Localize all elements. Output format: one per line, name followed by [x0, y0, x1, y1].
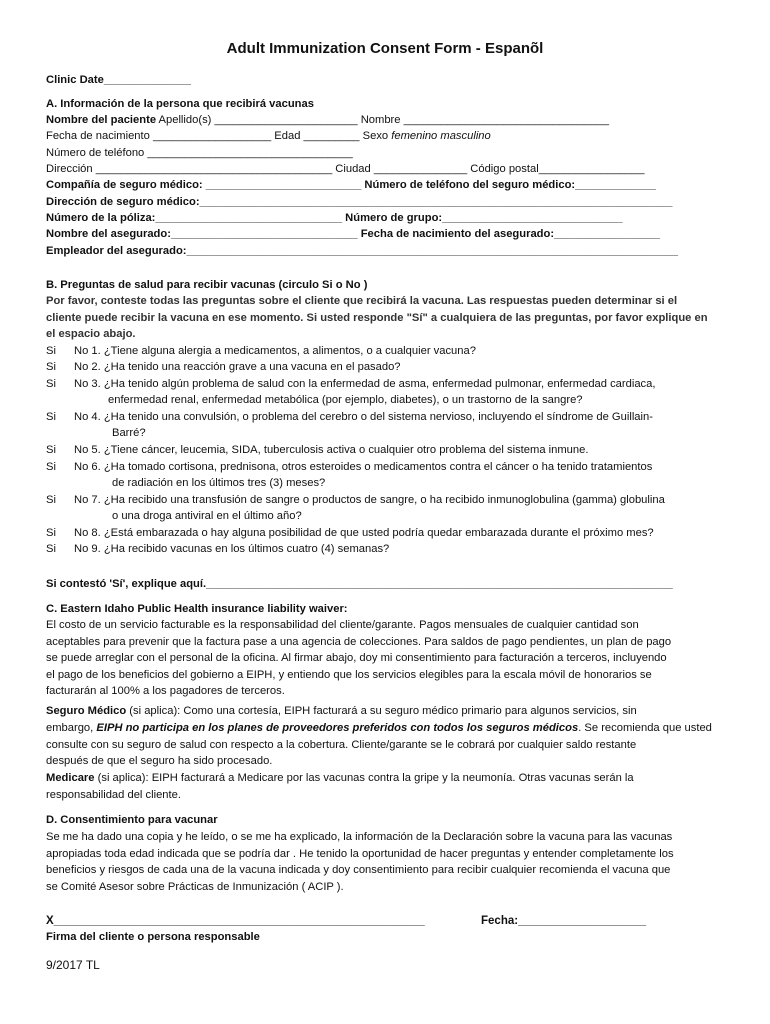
question-row: [46, 409, 653, 425]
footer-version: 9/2017 TL: [46, 958, 100, 972]
medicare-text: (si aplica): EIPH facturará a Medicare por las vacunas contra la gripe y la neumonía. Otras vacunas serán la: [94, 772, 634, 784]
consent-para-line: apropiadas toda edad indicada que se podría dar . He tenido la oportunidad de hacer preguntas y entender completamente los: [46, 848, 674, 860]
si-option[interactable]: Si: [46, 494, 56, 506]
seguro-medico-text: embargo,: [46, 722, 97, 734]
section-b-intro-2: cliente puede recibir la vacuna en ese momento. Si usted responde "Sí" a cualquiera de las preguntas, por favor explique en: [46, 312, 708, 324]
section-b-heading: B. Preguntas de salud para recibir vacunas (circulo Si o No ): [46, 279, 368, 291]
question-row: [46, 359, 401, 375]
medicare-label: Medicare: [46, 772, 95, 784]
patient-name-label: Nombre del paciente: [46, 114, 157, 126]
question-text: No 4. ¿Ha tenido una convulsión, o problema del cerebro o del sistema nervioso, incluyendo el síndrome de Guillain-: [74, 411, 653, 423]
seguro-medico-line: consulte con su seguro de salud con respecto a la cobertura. Cliente/garante se le cobrará por cualquier saldo restante: [46, 739, 637, 751]
employer-line: Empleador del asegurado:_______________________________________________________________________________: [46, 245, 679, 257]
question-row: [46, 541, 389, 557]
patient-name-line: [46, 112, 609, 128]
question-row: [46, 492, 665, 508]
question-text: No 1. ¿Tiene alguna alergia a medicamentos, a alimentos, o a cualquier vacuna?: [74, 345, 476, 357]
insurance-address-line: Dirección de seguro médico:____________________________________________________________________________: [46, 196, 673, 208]
question-row: [46, 343, 476, 359]
medicare-line: responsabilidad del cliente.: [46, 789, 181, 801]
seguro-medico-label: Seguro Médico: [46, 705, 127, 717]
question-row: [46, 376, 655, 392]
section-a-heading: A. Información de la persona que recibirá vacunas: [46, 98, 314, 110]
policy-number-line: Número de la póliza:______________________________ Número de grupo:_____________________________: [46, 212, 623, 224]
si-option[interactable]: Si: [46, 411, 56, 423]
question-continuation: Barré?: [112, 427, 146, 439]
question-continuation: de radiación en los últimos tres (3) meses?: [112, 477, 326, 489]
phone-line: Número de teléfono _________________________________: [46, 147, 353, 159]
seguro-medico-text: (si aplica): Como una cortesía, EIPH facturará a su seguro médico primario para algunos servicios, sin: [126, 705, 637, 717]
address-line: Dirección ______________________________________ Ciudad _______________ Código postal_________________: [46, 163, 645, 175]
medicare-line: [46, 770, 634, 786]
explain-line[interactable]: Si contestó 'Sí', explique aquí.___________________________________________________________________________: [46, 578, 673, 590]
date-field[interactable]: Fecha:____________________: [481, 915, 646, 927]
section-c-heading: C. Eastern Idaho Public Health insurance liability waiver:: [46, 603, 348, 615]
clinic-date: Clinic Date______________: [46, 74, 191, 86]
si-option[interactable]: Si: [46, 461, 56, 473]
question-text: No 7. ¿Ha recibido una transfusión de sangre o productos de sangre, o ha recibido inmunoglobulina (gamma) globulina: [74, 494, 665, 506]
si-option[interactable]: Si: [46, 543, 56, 555]
signature-caption: Firma del cliente o persona responsable: [46, 931, 260, 943]
si-option[interactable]: Si: [46, 361, 56, 373]
seguro-medico-line: [46, 720, 712, 736]
si-option[interactable]: Si: [46, 444, 56, 456]
seguro-medico-line: después de que el seguro ha sido procesado.: [46, 755, 273, 767]
seguro-medico-line: [46, 703, 637, 719]
waiver-para-line: se puede arreglar con el personal de la oficina. Al firmar abajo, doy mi consentimiento para facturación a terceros, incluyendo: [46, 652, 667, 664]
section-b-intro-3: el espacio abajo.: [46, 328, 136, 340]
question-text: No 8. ¿Está embarazada o hay alguna posibilidad de que usted podría quedar embarazada durante el próximo mes?: [74, 527, 654, 539]
sex-options: femenino masculino: [391, 130, 491, 142]
si-option[interactable]: Si: [46, 345, 56, 357]
waiver-para-line: el pago de los beneficios del gobierno a EIPH, y entiendo que los servicios elegibles para la escala móvil de honorarios se: [46, 669, 652, 681]
question-continuation: o una droga antiviral en el último año?: [112, 510, 302, 522]
question-row: [46, 459, 652, 475]
si-option[interactable]: Si: [46, 527, 56, 539]
insured-name-line: Nombre del asegurado:______________________________ Fecha de nacimiento del asegurado:_________________: [46, 228, 660, 240]
patient-name-fields: Apellido(s) _______________________ Nombre _________________________________: [156, 114, 609, 126]
question-text: No 5. ¿Tiene cáncer, leucemia, SIDA, tuberculosis activa o cualquier otro problema del sistema inmune.: [74, 444, 589, 456]
insurance-company-line: Compañía de seguro médico: _________________________ Número de teléfono del seguro médico:_____________: [46, 179, 657, 191]
consent-para-line: Se me ha dado una copia y he leído, o se me ha explicado, la información de la Declaración sobre la vacuna para las vacunas: [46, 831, 673, 843]
section-b-intro-1: Por favor, conteste todas las preguntas sobre el cliente que recibirá la vacuna. Las respuestas pueden determinar si el: [46, 295, 678, 307]
question-text: No 2. ¿Ha tenido una reacción grave a una vacuna en el pasado?: [74, 361, 401, 373]
si-option[interactable]: Si: [46, 378, 56, 390]
form-title: Adult Immunization Consent Form - Espanõl: [226, 40, 544, 57]
question-text: No 9. ¿Ha recibido vacunas en los últimos cuatro (4) semanas?: [74, 543, 390, 555]
birth-age-sex-fields: Fecha de nacimiento ___________________ Edad _________ Sexo: [46, 130, 392, 142]
waiver-para-line: aceptables para prevenir que la factura pase a una agencia de colecciones. Para saldos de pago pendientes, un plan de pago: [46, 636, 672, 648]
section-d-heading: D. Consentimiento para vacunar: [46, 814, 218, 826]
seguro-medico-text: . Se recomienda que usted: [578, 722, 712, 734]
consent-para-line: beneficios y riesgos de cada una de la vacuna indicada y doy consentimiento para recibir cualquier recomienda el vacuna que: [46, 864, 671, 876]
question-text: No 6. ¿Ha tomado cortisona, prednisona, otros esteroides o medicamentos contra el cáncer o ha tenido tratamientos: [74, 461, 653, 473]
seguro-medico-emphasis: EIPH no participa en los planes de proveedores preferidos con todos los seguros médicos: [96, 722, 579, 734]
birth-age-sex-line: [46, 128, 491, 144]
waiver-para-line: facturarán al 100% a los pagadores de terceros.: [46, 685, 285, 697]
question-row: [46, 525, 654, 541]
question-row: [46, 442, 588, 458]
signature-line[interactable]: X__________________________________________________________: [46, 915, 425, 927]
question-text: No 3. ¿Ha tenido algún problema de salud con la enfermedad de asma, enfermedad pulmonar, enfermedad cardiaca,: [74, 378, 656, 390]
waiver-para-line: El costo de un servicio facturable es la responsabilidad del cliente/garante. Pagos mensuales de cualquier cantidad son: [46, 619, 639, 631]
question-continuation: enfermedad renal, enfermedad metabólica (por ejemplo, diabetes), o un trastorno de la sangre?: [108, 394, 583, 406]
consent-para-line: se Comité Asesor sobre Prácticas de Inmunización ( ACIP ).: [46, 881, 344, 893]
